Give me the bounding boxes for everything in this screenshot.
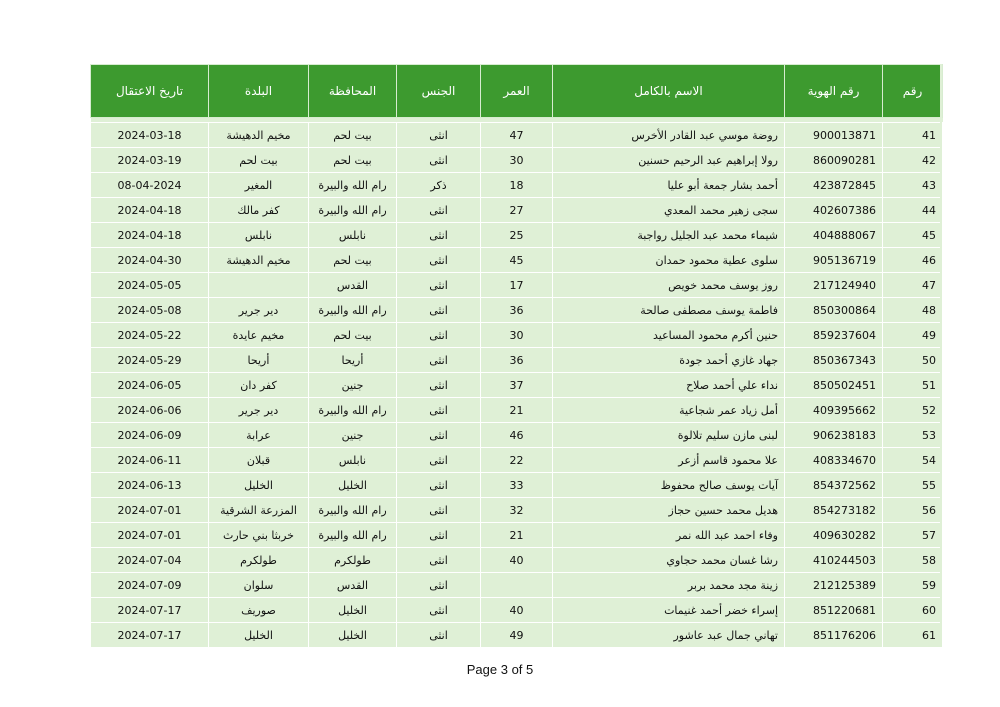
cell-full-name: نداء علي أحمد صلاح: [553, 373, 785, 398]
cell-full-name: زينة مجد محمد بربر: [553, 573, 785, 598]
cell-town: الخليل: [209, 473, 309, 498]
cell-id-number: 859237604: [785, 323, 883, 348]
cell-gender: انثى: [397, 348, 481, 373]
table-right-edge: [940, 64, 942, 642]
cell-full-name: شيماء محمد عبد الجليل رواجبة: [553, 223, 785, 248]
cell-id-number: 850300864: [785, 298, 883, 323]
cell-town: عرابة: [209, 423, 309, 448]
cell-id-number: 860090281: [785, 148, 883, 173]
cell-gender: انثى: [397, 223, 481, 248]
cell-governorate: رام الله والبيرة: [309, 298, 397, 323]
cell-town: كفر دان: [209, 373, 309, 398]
cell-arrest-date: 2024-04-30: [91, 248, 209, 273]
cell-num: 59: [883, 573, 943, 598]
cell-town: خربثا بني حارث: [209, 523, 309, 548]
cell-governorate: طولكرم: [309, 548, 397, 573]
cell-gender: انثى: [397, 423, 481, 448]
cell-governorate: جنين: [309, 423, 397, 448]
cell-gender: انثى: [397, 123, 481, 148]
cell-full-name: إسراء خضر أحمد غنيمات: [553, 598, 785, 623]
table-row: [91, 298, 943, 323]
cell-arrest-date: 2024-04-18: [91, 223, 209, 248]
cell-age: 36: [481, 348, 553, 373]
cell-governorate: رام الله والبيرة: [309, 173, 397, 198]
cell-full-name: لبنى مازن سليم تلالوة: [553, 423, 785, 448]
cell-id-number: 854372562: [785, 473, 883, 498]
table-row: [91, 173, 943, 198]
table-row: [91, 598, 943, 623]
cell-full-name: أمل زياد عمر شجاعية: [553, 398, 785, 423]
header-name: الاسم بالكامل: [553, 65, 785, 118]
cell-gender: انثى: [397, 448, 481, 473]
table-row: [91, 348, 943, 373]
table-row: [91, 448, 943, 473]
cell-id-number: 217124940: [785, 273, 883, 298]
cell-arrest-date: 2024-06-06: [91, 398, 209, 423]
cell-town: الخليل: [209, 623, 309, 648]
table-row: [91, 498, 943, 523]
cell-arrest-date: 2024-05-29: [91, 348, 209, 373]
cell-town: [209, 273, 309, 298]
page-number: Page 3 of 5: [466, 662, 534, 677]
cell-gender: انثى: [397, 548, 481, 573]
cell-full-name: حنين أكرم محمود المساعيد: [553, 323, 785, 348]
cell-age: [481, 573, 553, 598]
cell-arrest-date: 2024-06-09: [91, 423, 209, 448]
cell-age: 18: [481, 173, 553, 198]
table-row: [91, 473, 943, 498]
cell-governorate: رام الله والبيرة: [309, 398, 397, 423]
cell-id-number: 410244503: [785, 548, 883, 573]
cell-governorate: الخليل: [309, 473, 397, 498]
cell-age: 46: [481, 423, 553, 448]
table-row: [91, 373, 943, 398]
cell-town: سلوان: [209, 573, 309, 598]
cell-governorate: نابلس: [309, 448, 397, 473]
header-num: رقم: [883, 65, 943, 118]
cell-arrest-date: 2024-04-18: [91, 198, 209, 223]
cell-id-number: 408334670: [785, 448, 883, 473]
cell-num: 43: [883, 173, 943, 198]
table-row: [91, 198, 943, 223]
cell-full-name: رشا غسان محمد حجاوي: [553, 548, 785, 573]
cell-id-number: 423872845: [785, 173, 883, 198]
cell-num: 53: [883, 423, 943, 448]
table-body: [91, 118, 943, 648]
cell-gender: انثى: [397, 198, 481, 223]
cell-gender: انثى: [397, 298, 481, 323]
cell-age: 37: [481, 373, 553, 398]
cell-num: 42: [883, 148, 943, 173]
header-row: [91, 65, 943, 118]
cell-arrest-date: 2024-06-05: [91, 373, 209, 398]
cell-gender: انثى: [397, 398, 481, 423]
cell-num: 45: [883, 223, 943, 248]
table-row: [91, 548, 943, 573]
table-row: [91, 323, 943, 348]
cell-id-number: 854273182: [785, 498, 883, 523]
cell-id-number: 409395662: [785, 398, 883, 423]
cell-town: كفر مالك: [209, 198, 309, 223]
cell-gender: انثى: [397, 523, 481, 548]
cell-full-name: وفاء احمد عبد الله نمر: [553, 523, 785, 548]
cell-governorate: بيت لحم: [309, 123, 397, 148]
cell-num: 51: [883, 373, 943, 398]
cell-governorate: بيت لحم: [309, 323, 397, 348]
header-gender: الجنس: [397, 65, 481, 118]
cell-full-name: رولا إبراهيم عبد الرحيم حسنين: [553, 148, 785, 173]
cell-full-name: روضة موسي عبد القادر الأخرس: [553, 123, 785, 148]
cell-governorate: رام الله والبيرة: [309, 198, 397, 223]
cell-num: 58: [883, 548, 943, 573]
cell-age: 30: [481, 323, 553, 348]
cell-arrest-date: 2024-05-05: [91, 273, 209, 298]
cell-gender: ذكر: [397, 173, 481, 198]
cell-age: 27: [481, 198, 553, 223]
cell-id-number: 900013871: [785, 123, 883, 148]
cell-gender: انثى: [397, 623, 481, 648]
cell-gender: انثى: [397, 323, 481, 348]
cell-num: 55: [883, 473, 943, 498]
header-arrest-date: تاريخ الاعتقال: [91, 65, 209, 118]
cell-governorate: بيت لحم: [309, 148, 397, 173]
cell-num: 44: [883, 198, 943, 223]
cell-age: 33: [481, 473, 553, 498]
cell-gender: انثى: [397, 248, 481, 273]
cell-age: 40: [481, 598, 553, 623]
cell-full-name: أحمد بشار جمعة أبو عليا: [553, 173, 785, 198]
cell-governorate: جنين: [309, 373, 397, 398]
cell-num: 54: [883, 448, 943, 473]
cell-gender: انثى: [397, 373, 481, 398]
cell-full-name: فاطمة يوسف مصطفى صالحة: [553, 298, 785, 323]
table-row: [91, 623, 943, 648]
cell-age: 22: [481, 448, 553, 473]
table-row: [91, 423, 943, 448]
cell-age: 49: [481, 623, 553, 648]
cell-arrest-date: 2024-03-18: [91, 123, 209, 148]
cell-num: 49: [883, 323, 943, 348]
cell-full-name: تهاني جمال عبد عاشور: [553, 623, 785, 648]
cell-arrest-date: 2024-03-19: [91, 148, 209, 173]
cell-num: 52: [883, 398, 943, 423]
cell-town: صوريف: [209, 598, 309, 623]
cell-gender: انثى: [397, 573, 481, 598]
header-age: العمر: [481, 65, 553, 118]
cell-town: طولكرم: [209, 548, 309, 573]
cell-gender: انثى: [397, 598, 481, 623]
cell-arrest-date: 08-04-2024: [91, 173, 209, 198]
cell-age: 30: [481, 148, 553, 173]
header-id: رقم الهوية: [785, 65, 883, 118]
cell-num: 60: [883, 598, 943, 623]
cell-arrest-date: 2024-05-22: [91, 323, 209, 348]
cell-age: 36: [481, 298, 553, 323]
cell-arrest-date: 2024-06-11: [91, 448, 209, 473]
cell-governorate: نابلس: [309, 223, 397, 248]
cell-num: 41: [883, 123, 943, 148]
cell-governorate: بيت لحم: [309, 248, 397, 273]
table-row: [91, 273, 943, 298]
cell-arrest-date: 2024-07-17: [91, 598, 209, 623]
cell-num: 50: [883, 348, 943, 373]
cell-id-number: 850367343: [785, 348, 883, 373]
cell-town: نابلس: [209, 223, 309, 248]
cell-town: دير جرير: [209, 398, 309, 423]
cell-town: أريحا: [209, 348, 309, 373]
cell-arrest-date: 2024-06-13: [91, 473, 209, 498]
cell-arrest-date: 2024-07-01: [91, 498, 209, 523]
cell-gender: انثى: [397, 148, 481, 173]
cell-arrest-date: 2024-07-09: [91, 573, 209, 598]
cell-age: 21: [481, 398, 553, 423]
table-row: [91, 523, 943, 548]
cell-full-name: هديل محمد حسين حجاز: [553, 498, 785, 523]
cell-town: المزرعة الشرقية: [209, 498, 309, 523]
cell-id-number: 402607386: [785, 198, 883, 223]
cell-full-name: روز يوسف محمد خويص: [553, 273, 785, 298]
cell-arrest-date: 2024-07-04: [91, 548, 209, 573]
cell-id-number: 404888067: [785, 223, 883, 248]
table-row: [91, 123, 943, 148]
cell-id-number: 905136719: [785, 248, 883, 273]
cell-governorate: رام الله والبيرة: [309, 523, 397, 548]
cell-governorate: رام الله والبيرة: [309, 498, 397, 523]
cell-gender: انثى: [397, 498, 481, 523]
cell-town: مخيم الدهيشة: [209, 123, 309, 148]
cell-full-name: علا محمود قاسم أزعر: [553, 448, 785, 473]
table-row: [91, 148, 943, 173]
cell-age: 25: [481, 223, 553, 248]
table-row: [91, 248, 943, 273]
cell-town: بيت لحم: [209, 148, 309, 173]
cell-arrest-date: 2024-07-01: [91, 523, 209, 548]
cell-num: 48: [883, 298, 943, 323]
cell-arrest-date: 2024-07-17: [91, 623, 209, 648]
cell-governorate: أريحا: [309, 348, 397, 373]
cell-full-name: سجى زهير محمد المعدي: [553, 198, 785, 223]
cell-governorate: الخليل: [309, 598, 397, 623]
cell-num: 61: [883, 623, 943, 648]
cell-arrest-date: 2024-05-08: [91, 298, 209, 323]
detainees-table: [90, 64, 943, 648]
cell-id-number: 212125389: [785, 573, 883, 598]
cell-governorate: القدس: [309, 573, 397, 598]
cell-num: 56: [883, 498, 943, 523]
cell-age: 47: [481, 123, 553, 148]
cell-full-name: جهاد غازي أحمد جودة: [553, 348, 785, 373]
header-governorate: المحافظة: [309, 65, 397, 118]
cell-id-number: 851176206: [785, 623, 883, 648]
cell-governorate: القدس: [309, 273, 397, 298]
cell-town: مخيم الدهيشة: [209, 248, 309, 273]
cell-town: قبلان: [209, 448, 309, 473]
header-town: البلدة: [209, 65, 309, 118]
table-row: [91, 223, 943, 248]
cell-age: 40: [481, 548, 553, 573]
cell-full-name: سلوى عطية محمود حمدان: [553, 248, 785, 273]
cell-age: 45: [481, 248, 553, 273]
cell-age: 17: [481, 273, 553, 298]
cell-num: 57: [883, 523, 943, 548]
cell-age: 21: [481, 523, 553, 548]
cell-full-name: آيات يوسف صالح محفوظ: [553, 473, 785, 498]
table-row: [91, 398, 943, 423]
cell-age: 32: [481, 498, 553, 523]
cell-town: المغير: [209, 173, 309, 198]
cell-num: 46: [883, 248, 943, 273]
cell-num: 47: [883, 273, 943, 298]
cell-id-number: 850502451: [785, 373, 883, 398]
cell-gender: انثى: [397, 273, 481, 298]
cell-town: دير جرير: [209, 298, 309, 323]
table-row: [91, 573, 943, 598]
cell-governorate: الخليل: [309, 623, 397, 648]
cell-id-number: 906238183: [785, 423, 883, 448]
cell-town: مخيم عايدة: [209, 323, 309, 348]
cell-id-number: 409630282: [785, 523, 883, 548]
cell-gender: انثى: [397, 473, 481, 498]
detainees-table-container: [90, 64, 942, 648]
cell-id-number: 851220681: [785, 598, 883, 623]
